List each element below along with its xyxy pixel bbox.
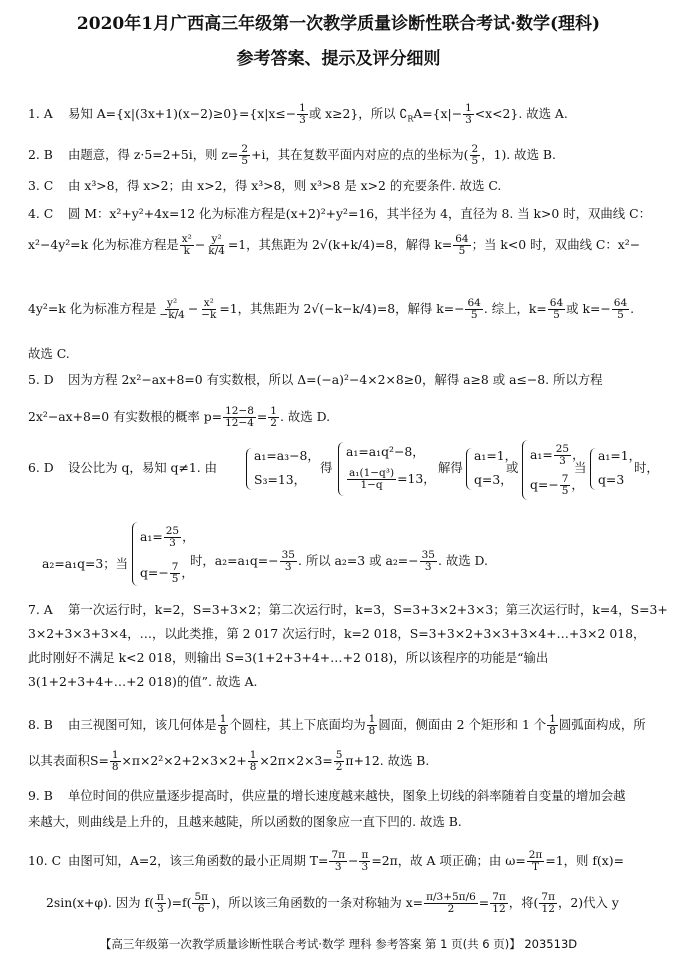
- answer-number: 4. C: [28, 206, 54, 221]
- fraction: $\frac{64}{5}$: [549, 297, 564, 322]
- fraction: $\frac{\pi/3+5\pi/6}{2}$: [426, 891, 476, 916]
- answer-number: 2. B: [28, 147, 53, 163]
- answer-6: 6. D 设公比为 q，易知 q≠1. 由 a₁=a₃−8， S₃=13， 得 a₁=a₁q²−8， $\frac{\text{a₁(1−q³)}}{1-q}$ =13， 解得 a₁=1， q=3， 或 a₁= $\frac{25}{3}$ ， q=− $\frac{7}{5}$ ， 当 a₁=1， q=3 时， a₂=a₁q=3；当 a₁= $\frac{25}{3}$ ， q=− $\frac{7}{5}$ ， 时，a₂=a₁q=− $\frac{35}{3}$ . 所以 a₂=3 或 a₂=− $\frac{35}{3}$ . 故选 D.: [28, 440, 658, 590]
- fraction: $\frac{25}{3}$: [555, 443, 570, 468]
- system-brace: [522, 440, 528, 500]
- system-brace: [590, 448, 596, 490]
- answer-number: 6. D: [28, 460, 54, 475]
- fraction: $\frac{\pi}{3}$: [156, 891, 164, 916]
- fraction: $\frac{\text{a₁(1−q³)}}{1-q}$: [349, 467, 395, 492]
- fraction: $\frac{1}{2}$: [270, 405, 277, 430]
- fraction: $\frac{7\pi}{3}$: [331, 849, 346, 874]
- page-footer: 【高三年级第一次教学质量诊断性联合考试·数学 理科 参考答案 第 1 页(共 6 页)】 203513D: [99, 937, 578, 951]
- page-title: 2020年1月广西高三年级第一次教学质量诊断性联合考试·数学(理科): [76, 14, 601, 34]
- fraction: $\frac{35}{3}$: [281, 549, 295, 574]
- fraction: $\frac{1}{8}$: [219, 713, 227, 738]
- fraction: $\frac{25}{3}$: [165, 525, 180, 550]
- fraction: $\frac{\text{x²}}{k}$: [181, 233, 192, 258]
- fraction: $\frac{1}{8}$: [111, 749, 119, 774]
- fraction: $\frac{35}{3}$: [421, 549, 435, 574]
- fraction: $\frac{1}{8}$: [549, 713, 556, 738]
- answer-number: 9. B: [28, 788, 53, 803]
- system-brace: [338, 442, 344, 496]
- fraction: $\frac{1}{3}$: [465, 102, 472, 127]
- fraction: $\frac{64}{5}$: [455, 233, 469, 258]
- fraction: $\frac{7}{5}$: [171, 561, 179, 586]
- fraction: $\frac{7\pi}{12}$: [541, 891, 555, 916]
- fraction: $\frac{5\pi}{6}$: [194, 891, 209, 916]
- fraction: $\frac{2\pi}{T}$: [528, 849, 543, 874]
- fraction: $\frac{2}{5}$: [241, 143, 249, 168]
- answer-number: 8. B: [28, 717, 53, 733]
- answer-number: 1. A: [28, 106, 53, 122]
- fraction: $\frac{7\pi}{12}$: [492, 891, 506, 916]
- system-brace: [466, 448, 472, 490]
- fraction: $\frac{2}{5}$: [471, 143, 479, 168]
- fraction: $\frac{64}{5}$: [613, 297, 628, 322]
- answer-number: 7. A: [28, 602, 53, 617]
- fraction: $\frac{5}{2}$: [335, 749, 343, 774]
- answer-number: 10. C: [28, 853, 62, 869]
- fraction: $\frac{1}{8}$: [249, 749, 257, 774]
- fraction: $\frac{\text{y²}}{k/4}$: [208, 233, 225, 258]
- answer-page: 2020年1月广西高三年级第一次教学质量诊断性联合考试·数学(理科) 参考答案、提示及评分细则 1. A 易知 A={x|(3x+1)(x−2)≥0}={x|x≤− $\frac{1}{3}$ 或 x≥2}，所以 $∁_RA=\{x|-$ $\frac{1}{3}$ <x<2}. 故选 A. 2. B 由题意，得 z·5=2+5i，则 z= $\frac{2}{5}$ +i，其在复数平面内对应的点的坐标为( $\frac{2}{5}$ ，1). 故选 B. 3. C 由 x³>8，得 x>2；由 x>2，得 x³>8，则 x³>8 是 x>2 的充要条件. 故选 C. 4. C 圆 M：x²+y²+4x=12 化为标准方程是(x+2)²+y²=16，其半径为 4，直径为 8. 当 k>0 时，双曲线 C： x²−4y²=k 化为标准方程是 $\frac{\text{x²}}{k}$ − $\frac{\text{y²}}{k/4}$ =1，其焦距为 2√(k+k/4)=8，解得 k= $\frac{64}{5}$ ；当 k<0 时，双曲线 C：x²− 4y²=k 化为标准方程是 $\frac{\text{y²}}{-k/4}$ − $\frac{\text{x²}}{-k}$ =1，其焦距为 2√(−k−k/4)=8，解得 k=− $\frac{64}{5}$ . 综上，k= $\frac{64}{5}$ 或 k=− $\frac{64}{5}$ . 故选 C. 5. D 因为方程 2x²−ax+8=0 有实数根，所以 Δ=(−a)²−4×2×8≥0，解得 a≥8 或 a≤−8. 所以方程 2x²−ax+8=0 有实数根的概率 p= $\frac{12-8}{12-4}$ = $\frac{1}{2}$ . 故选 D. 6. D 设公比为 q，易知 q≠1. 由 a₁=a₃−8， S₃=13， 得 a₁=a₁q²−8， $\frac{\text{a₁(1−q³)}}{1-q}$ =13， 解得 a₁=1， q=3， 或 a₁= $\frac{25}{3}$ ， q=− $\frac{7}{5}$ ， 当 a₁=1， q=3 时， a₂=a₁q=3；当 a₁= $\frac{25}{3}$ ， q=− $\frac{7}{5}$ ， 时，a₂=a₁q=− $\frac{35}{3}$ . 所以 a₂=3 或 a₂=− $\frac{35}{3}$ . 故选 D. 7. A 第一次运行时，k=2，S=3+3×2；第二次运行时，k=3，S=3+3×2+3×3；第三次运行时，k=4，S=3+ 3×2+3×3+3×4，…，以此类推，第 2 017 次运行时，k=2 018，S=3+3×2+3×3+3×4+…+3×2 018， 此时刚好不满足 k<2 018，则输出 S=3(1+2+3+4+…+2 018)，所以该程序的功能是“输出 3(1+2+3+4+…+2 018)的值”. 故选 A. 8. B 由三视图可知，该几何体是 $\frac{1}{8}$ 个圆柱，其上下底面均为 $\frac{1}{8}$ 圆面，侧面由 2 个矩形和 1 个 $\frac{1}{8}$ 圆弧面构成，所 以其表面积S= $\frac{1}{8}$ ×π×2²×2+2×3×2+ $\frac{1}{8}$ ×2π×2×3= $\frac{5}{2}$ π+12. 故选 B. 9. B 单位时间的供应量逐步提高时，供应量的增长速度越来越快，图象上切线的斜率随着自变量的增加会越 来越大，则曲线是上升的，且越来越陡，所以函数的图象应一直下凹的. 故选 B. 10. C 由图可知，A=2，该三角函数的最小正周期 T= $\frac{7\pi}{3}$ − $\frac{\pi}{3}$ =2π，故 A 项正确；由 ω= $\frac{2\pi}{T}$ =1，则 f(x)= 2sin(x+φ). 因为 f( $\frac{\pi}{3}$ )=f( $\frac{5\pi}{6}$ )，所以该三角函数的一条对称轴为 x= $\frac{\pi/3+5\pi/6}{2}$ = $\frac{7\pi}{12}$ ，将( $\frac{7\pi}{12}$ ，2)代入 y 【高三年级第一次教学质量诊断性联合考试·数学 理科 参考答案 第 1 页(共 6 页)】 203513D: [0, 0, 677, 963]
- answer-number: 5. D: [28, 372, 54, 387]
- system-brace: [246, 448, 252, 490]
- fraction: $\frac{64}{5}$: [467, 297, 481, 322]
- fraction: $\frac{12-8}{12-4}$: [225, 405, 254, 430]
- answer-number: 3. C: [28, 178, 54, 193]
- fraction: $\frac{1}{3}$: [299, 102, 306, 127]
- fraction: $\frac{\text{x²}}{-k}$: [201, 297, 217, 322]
- system-brace: [132, 522, 138, 586]
- fraction: $\frac{\pi}{3}$: [361, 849, 369, 874]
- fraction: $\frac{1}{8}$: [368, 713, 376, 738]
- fraction: $\frac{7}{5}$: [561, 473, 569, 498]
- fraction: $\frac{\text{y²}}{-k/4}$: [159, 297, 185, 322]
- page-subtitle: 参考答案、提示及评分细则: [236, 49, 441, 69]
